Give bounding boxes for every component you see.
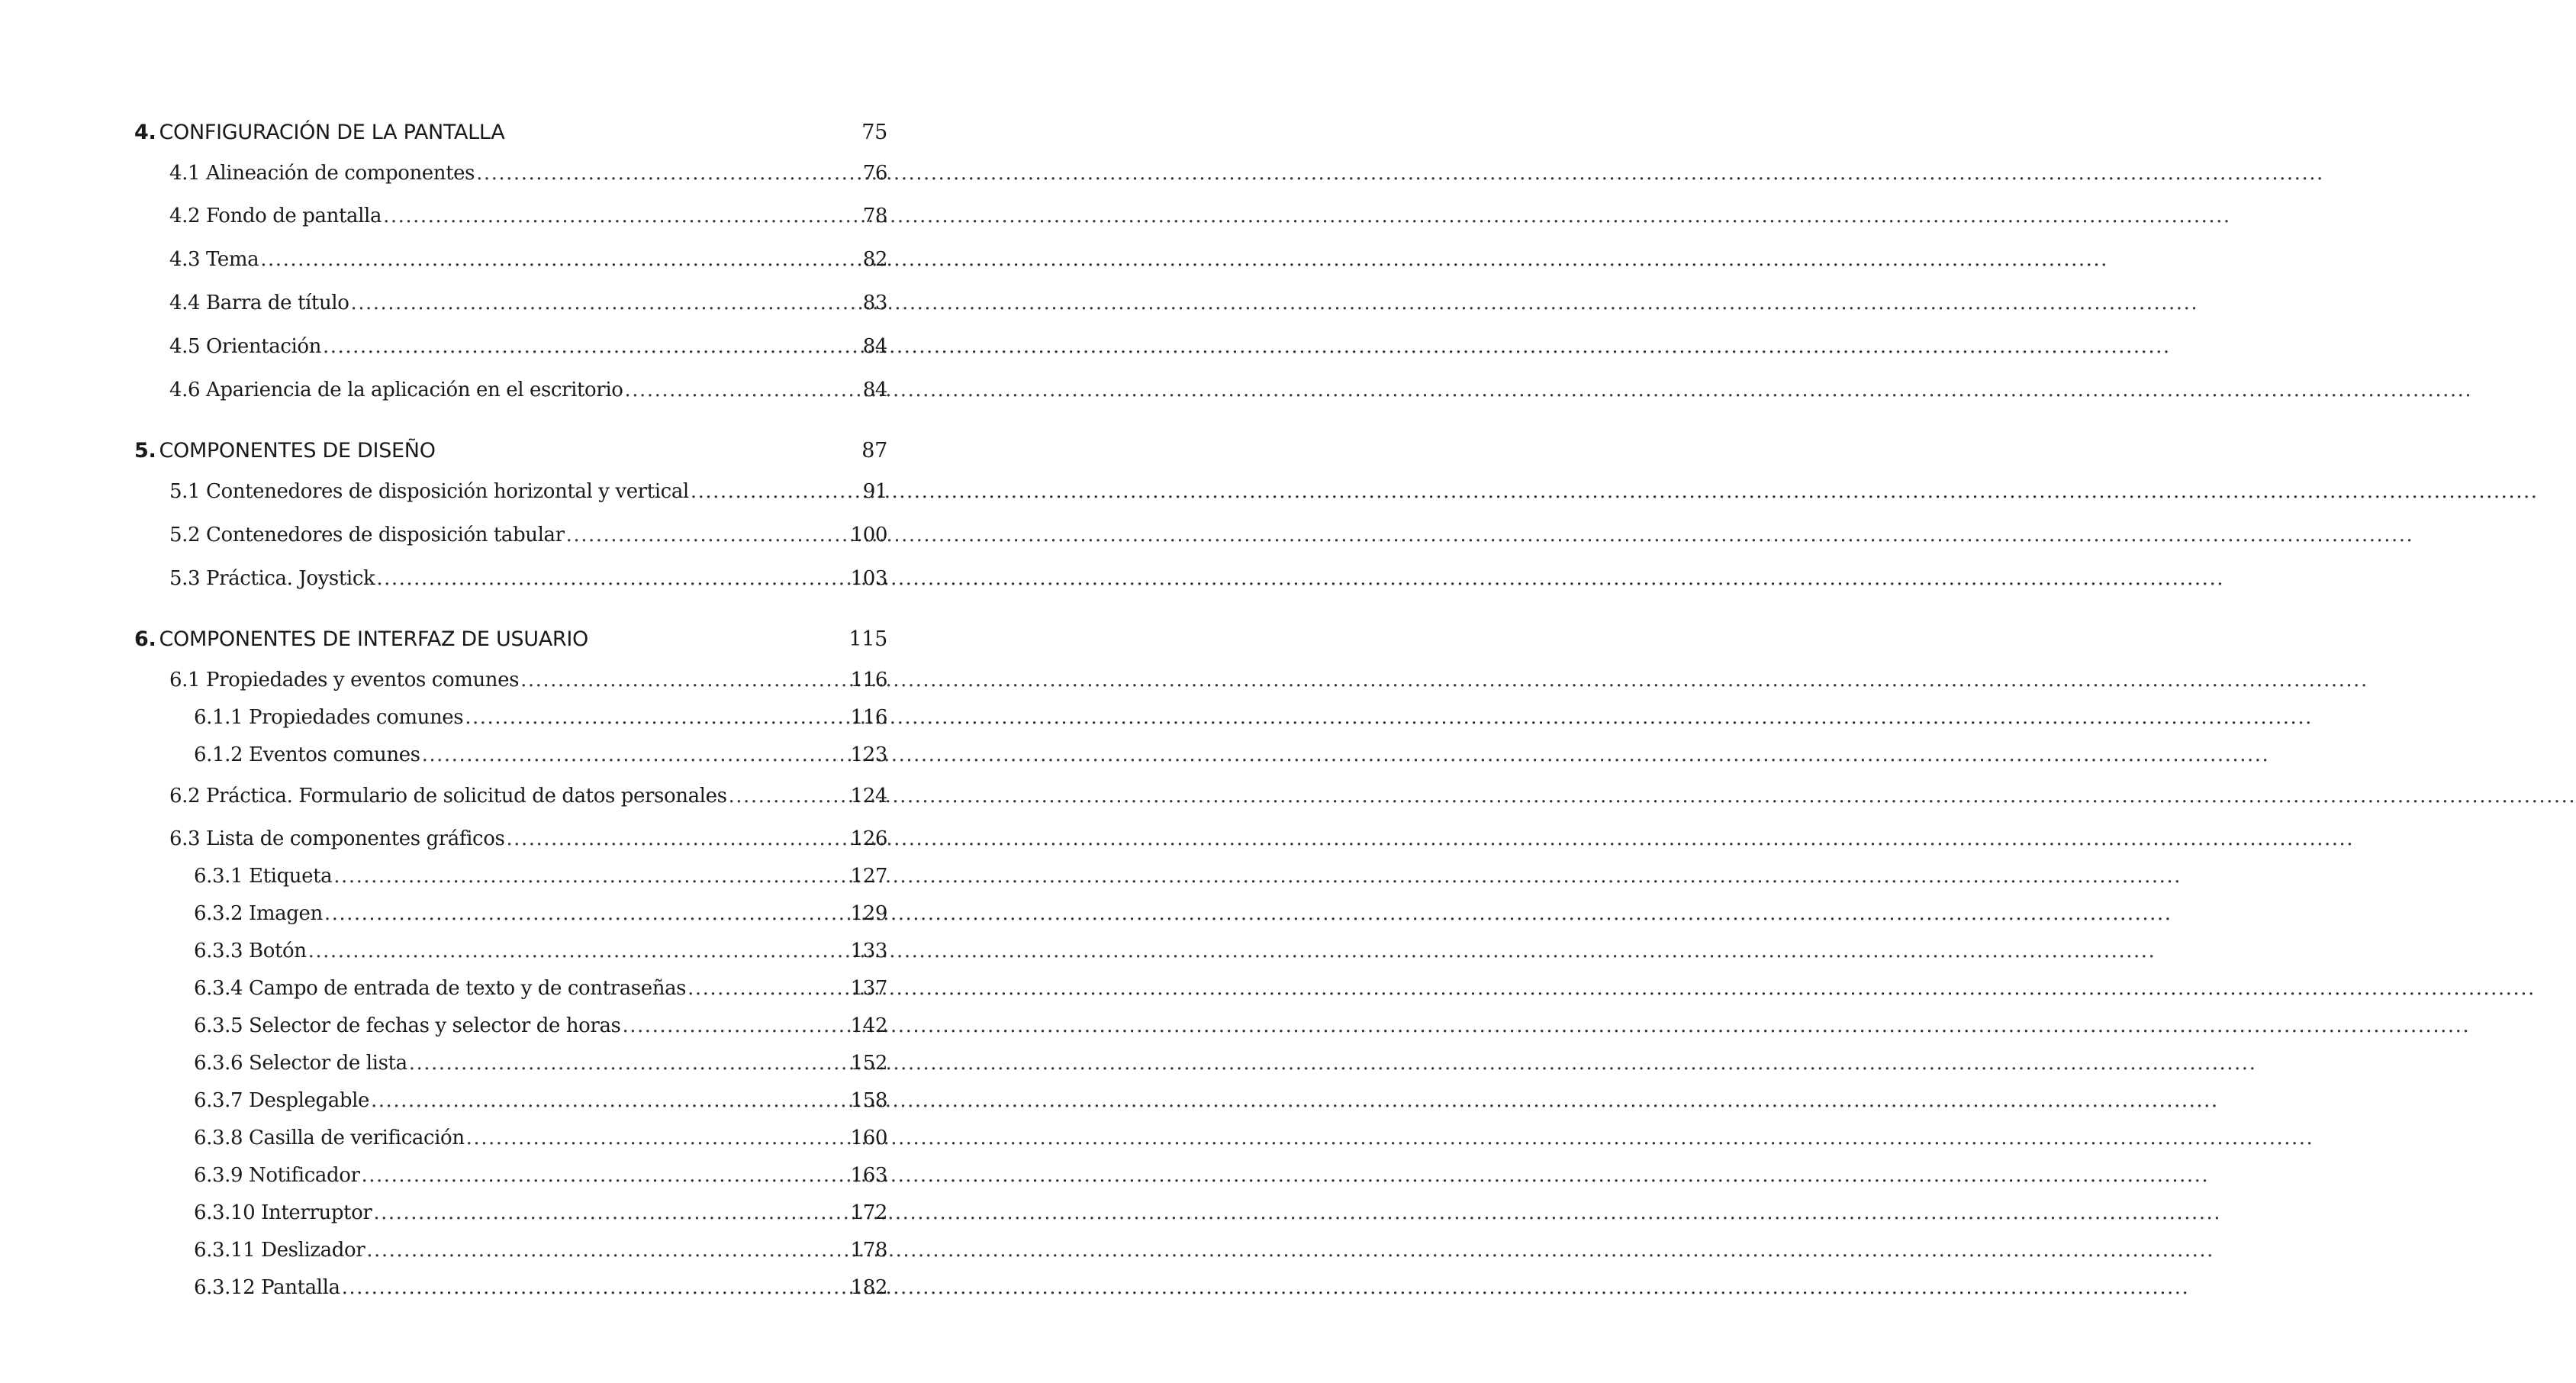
entry-title: 4.6 Apariencia de la aplicación en el escritorio — [169, 379, 623, 401]
dot-leader — [362, 1164, 849, 1187]
toc-subentry — [194, 1127, 887, 1149]
entry-title: 6.3.11 Deslizador — [194, 1239, 365, 1262]
entry-title: 6.3.7 Desplegable — [194, 1089, 370, 1112]
table-of-contents — [0, 0, 1022, 1383]
entry-title: 5.1 Contenedores de disposición horizontal y vertical — [169, 480, 689, 503]
page-number: 91 — [862, 480, 887, 503]
toc-chapter — [134, 121, 887, 144]
dot-leader — [466, 1127, 849, 1149]
toc-entry — [169, 292, 887, 314]
page-number: 87 — [861, 439, 887, 463]
entry-title: 6.3.4 Campo de entrada de texto y de contraseñas — [194, 977, 687, 1000]
page-number: 116 — [850, 669, 887, 692]
page-number: 178 — [850, 1239, 887, 1262]
entry-title: 6.2 Práctica. Formulario de solicitud de datos personales — [169, 785, 727, 808]
dot-leader — [476, 162, 861, 185]
dot-leader — [625, 379, 861, 401]
entry-title: 5.2 Contenedores de disposición tabular — [169, 524, 565, 546]
toc-subentry — [194, 977, 887, 1000]
entry-title: 6.3.10 Interruptor — [194, 1201, 372, 1224]
entry-title: 6.1.2 Eventos comunes — [194, 743, 420, 766]
entry-title: 6.3.6 Selector de lista — [194, 1052, 407, 1075]
page-number: 84 — [862, 335, 887, 358]
dot-leader — [691, 480, 861, 503]
dot-leader — [342, 1276, 849, 1299]
dot-leader — [308, 940, 849, 962]
toc-entry — [169, 785, 887, 808]
chapter-title: CONFIGURACIÓN DE LA PANTALLA — [159, 121, 505, 144]
dot-leader — [409, 1052, 849, 1075]
toc-entry — [169, 335, 887, 358]
entry-title: 6.3.3 Botón — [194, 940, 307, 962]
toc-entry — [169, 248, 887, 271]
dot-leader — [373, 1201, 848, 1224]
page-number: 100 — [850, 524, 887, 546]
dot-leader — [506, 827, 848, 850]
toc-entry — [169, 162, 887, 185]
dot-leader — [350, 292, 861, 314]
dot-leader — [422, 743, 849, 766]
toc-subentry — [194, 940, 887, 962]
entry-title: 6.3.5 Selector de fechas y selector de horas — [194, 1014, 621, 1037]
page-number: 137 — [850, 977, 887, 1000]
page-number: 115 — [848, 627, 887, 651]
page-number: 76 — [862, 162, 887, 185]
chapter-number: 4. — [134, 121, 156, 144]
entry-title: 6.1 Propiedades y eventos comunes — [169, 669, 520, 692]
entry-title: 4.4 Barra de título — [169, 292, 349, 314]
dot-leader — [687, 977, 848, 1000]
entry-title: 6.3.1 Etiqueta — [194, 865, 333, 888]
entry-title: 6.3.9 Notificador — [194, 1164, 360, 1187]
page-number: 84 — [862, 379, 887, 401]
toc-entry — [169, 567, 887, 590]
toc-entry — [169, 827, 887, 850]
entry-title: 4.3 Tema — [169, 248, 259, 271]
dot-leader — [260, 248, 861, 271]
chapter-number: 6. — [134, 627, 156, 651]
page-number: 182 — [850, 1276, 887, 1299]
toc-subentry — [194, 1201, 887, 1224]
page-number: 133 — [850, 940, 887, 962]
chapter-title: COMPONENTES DE INTERFAZ DE USUARIO — [159, 627, 588, 651]
dot-leader — [465, 706, 848, 729]
toc-subentry — [194, 1239, 887, 1262]
page-number: 158 — [850, 1089, 887, 1112]
page-number: 163 — [850, 1164, 887, 1187]
toc-subentry — [194, 743, 887, 766]
entry-title: 6.1.1 Propiedades comunes — [194, 706, 464, 729]
toc-entry — [169, 205, 887, 227]
toc-entry — [169, 480, 887, 503]
dot-leader — [729, 785, 849, 808]
dot-leader — [383, 205, 861, 227]
toc-subentry — [194, 706, 887, 729]
dot-leader — [333, 865, 848, 888]
entry-title: 6.3.8 Casilla de verificación — [194, 1127, 465, 1149]
dot-leader — [623, 1014, 849, 1037]
page-number: 127 — [850, 865, 887, 888]
dot-leader — [566, 524, 849, 546]
toc-subentry — [194, 1276, 887, 1299]
page-number: 124 — [850, 785, 887, 808]
dot-leader — [323, 335, 861, 358]
page-number: 172 — [850, 1201, 887, 1224]
page-number: 160 — [850, 1127, 887, 1149]
toc-subentry — [194, 902, 887, 925]
page-number: 103 — [850, 567, 887, 590]
toc-subentry — [194, 1089, 887, 1112]
page-number: 83 — [862, 292, 887, 314]
page-number: 152 — [850, 1052, 887, 1075]
entry-title: 4.5 Orientación — [169, 335, 322, 358]
chapter-number: 5. — [134, 439, 156, 463]
dot-leader — [366, 1239, 848, 1262]
page-number: 129 — [850, 902, 887, 925]
entry-title: 6.3.2 Imagen — [194, 902, 323, 925]
toc-entry — [169, 524, 887, 546]
entry-title: 5.3 Práctica. Joystick — [169, 567, 375, 590]
toc-chapter — [134, 439, 887, 463]
page-number: 116 — [850, 706, 887, 729]
entry-title: 6.3 Lista de componentes gráficos — [169, 827, 505, 850]
entry-title: 4.1 Alineación de componentes — [169, 162, 475, 185]
toc-entry — [169, 669, 887, 692]
page-number: 126 — [850, 827, 887, 850]
toc-chapter — [134, 627, 887, 651]
page-number: 78 — [862, 205, 887, 227]
chapter-title: COMPONENTES DE DISEÑO — [159, 439, 436, 463]
toc-subentry — [194, 1164, 887, 1187]
toc-subentry — [194, 865, 887, 888]
dot-leader — [520, 669, 848, 692]
page-number: 82 — [862, 248, 887, 271]
page-number: 75 — [861, 121, 887, 144]
toc-subentry — [194, 1014, 887, 1037]
page-number: 142 — [850, 1014, 887, 1037]
page-number: 123 — [850, 743, 887, 766]
toc-subentry — [194, 1052, 887, 1075]
toc-entry — [169, 379, 887, 401]
dot-leader — [376, 567, 848, 590]
entry-title: 4.2 Fondo de pantalla — [169, 205, 382, 227]
entry-title: 6.3.12 Pantalla — [194, 1276, 340, 1299]
dot-leader — [371, 1089, 849, 1112]
dot-leader — [324, 902, 849, 925]
